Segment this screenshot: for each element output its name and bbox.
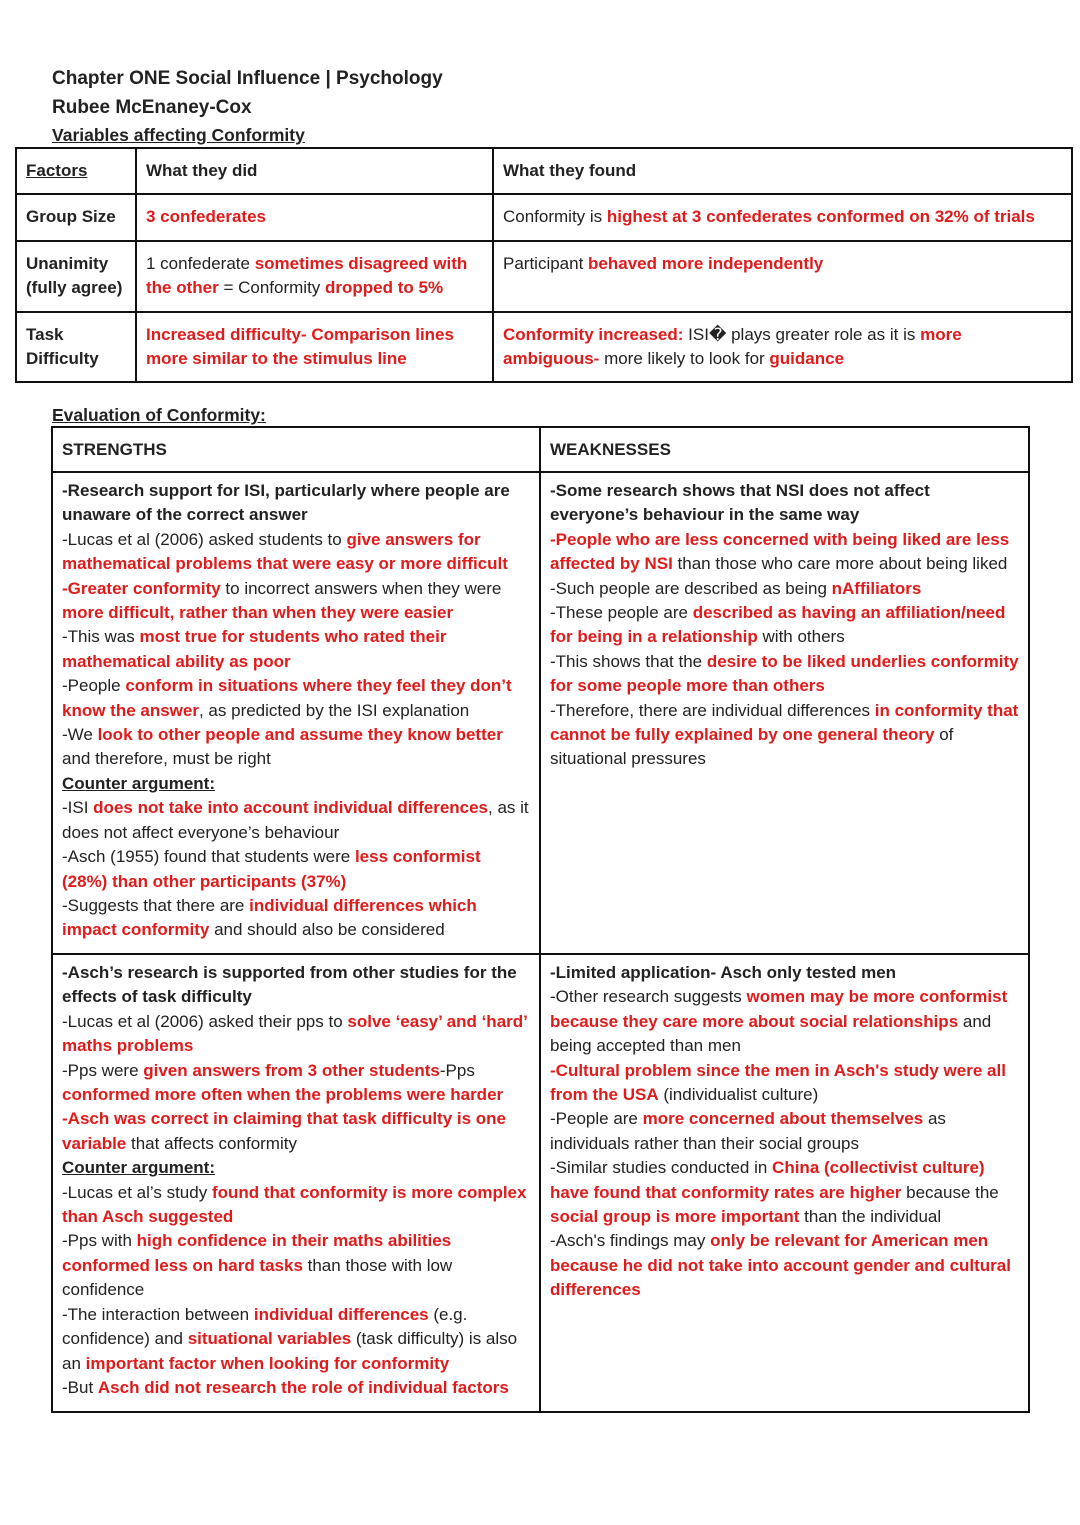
paragraph-line bbox=[62, 772, 530, 796]
text-run: more difficult, rather than when they were easier bbox=[62, 603, 454, 623]
text-run: individual differences bbox=[253, 1304, 429, 1324]
text-run: 1 confederate bbox=[146, 253, 255, 273]
paragraph-line bbox=[62, 1303, 530, 1376]
text-run: Counter argument: bbox=[62, 1158, 215, 1178]
paragraph-line bbox=[62, 479, 530, 528]
text-run: -These people are bbox=[550, 603, 693, 623]
header-weaknesses: WEAKNESSES bbox=[540, 427, 1029, 472]
text-run: less conformist (28%) than other participants (37%) bbox=[62, 847, 481, 891]
paragraph-line bbox=[550, 577, 1019, 601]
text-run: -People who are less concerned with being liked are less affected by NSI bbox=[550, 529, 1010, 574]
text-run: described as having an affiliation/need for being in a relationship bbox=[550, 603, 1006, 647]
text-run: Conformity is bbox=[503, 207, 607, 227]
variables-table bbox=[15, 147, 1073, 383]
paragraph-line bbox=[550, 1229, 1019, 1302]
paragraph-line bbox=[550, 961, 1019, 985]
text-run: Increased difficulty- Comparison lines more similar to the stimulus line bbox=[146, 324, 454, 369]
paragraph-line bbox=[62, 1010, 530, 1059]
text-run: -But bbox=[62, 1377, 98, 1397]
text-run: -People bbox=[62, 676, 126, 696]
text-run: -ISI bbox=[62, 798, 94, 818]
text-run: = Conformity bbox=[218, 278, 326, 298]
text-run: more concerned about themselves bbox=[642, 1109, 924, 1129]
paragraph-line bbox=[62, 1107, 530, 1156]
text-run: women may be more conformist because they care more about social relationships bbox=[550, 987, 1008, 1031]
paragraph-line bbox=[62, 674, 530, 723]
page-title: Chapter ONE Social Influence | Psychology bbox=[52, 68, 443, 89]
text-run: -Asch (1955) found that students were bbox=[62, 847, 355, 867]
text-run: with others bbox=[757, 627, 845, 647]
text-run: ISI� plays greater role as it is bbox=[688, 324, 921, 344]
did-cell bbox=[136, 312, 493, 383]
paragraph-line bbox=[550, 699, 1019, 772]
paragraph-line bbox=[62, 577, 530, 626]
evaluation-row bbox=[52, 954, 1029, 1412]
paragraph-line bbox=[550, 650, 1019, 699]
text-run: -Lucas et al’s study bbox=[62, 1182, 212, 1202]
text-run: of situational pressures bbox=[550, 725, 954, 769]
paragraph-line bbox=[550, 985, 1019, 1058]
text-run: than those with low confidence bbox=[62, 1255, 453, 1300]
text-run: highest at 3 confederates conformed on 32% of trials bbox=[606, 207, 1035, 227]
strength-cell-task-difficulty bbox=[52, 954, 540, 1412]
text-run: -Other research suggests bbox=[550, 987, 747, 1007]
text-run: -Asch’s research is supported from other studies for the effects of task difficulty bbox=[62, 963, 517, 1007]
text-run: -Asch was correct in claiming that task difficulty is one variable bbox=[62, 1109, 507, 1153]
evaluation-table bbox=[51, 426, 1030, 1413]
text-run: -We bbox=[62, 725, 98, 745]
text-run: , as it does not affect everyone’s behaviour bbox=[62, 798, 529, 842]
text-run: 3 confederates bbox=[146, 207, 266, 227]
section-heading-evaluation: Evaluation of Conformity: bbox=[52, 405, 266, 425]
text-run: Asch did not research the role of individual factors bbox=[97, 1377, 509, 1397]
text-run: (task difficulty) is also an bbox=[62, 1329, 518, 1373]
paragraph-line bbox=[550, 479, 1019, 528]
found-cell bbox=[493, 241, 1072, 312]
paragraph-line bbox=[62, 845, 530, 894]
text-run: than the individual bbox=[799, 1207, 942, 1227]
text-run: -Cultural problem since the men in Asch's study were all from the USA bbox=[550, 1060, 1006, 1105]
text-run: Participant bbox=[503, 253, 589, 273]
text-run: conform in situations where they feel they don’t know the answer bbox=[62, 676, 512, 720]
text-run: only be relevant for American men because he did not take into account gender and cultural differences bbox=[550, 1231, 1011, 1300]
text-run: -Greater conformity bbox=[62, 578, 221, 598]
text-run: -The interaction between bbox=[62, 1304, 254, 1324]
text-run: sometimes disagreed with the other bbox=[146, 253, 468, 298]
text-run: high confidence in their maths abilities conformed less on hard tasks bbox=[62, 1231, 452, 1275]
text-run: does not take into account individual differences bbox=[93, 798, 489, 818]
paragraph-line bbox=[62, 1059, 530, 1108]
paragraph-line bbox=[62, 1376, 530, 1400]
paragraph-line bbox=[62, 796, 530, 845]
text-run: -Lucas et al (2006) asked students to bbox=[62, 529, 347, 549]
text-run: as individuals rather than their social groups bbox=[550, 1109, 946, 1153]
text-run: solve ‘easy’ and ‘hard’ maths problems bbox=[62, 1011, 527, 1056]
header-what-they-found: What they found bbox=[493, 148, 1072, 194]
author-name: Rubee McEnaney-Cox bbox=[52, 97, 252, 118]
text-run: found that conformity is more complex than Asch suggested bbox=[62, 1182, 527, 1227]
table-row bbox=[16, 241, 1072, 312]
text-run: more ambiguous- bbox=[503, 324, 962, 369]
header-strengths: STRENGTHS bbox=[52, 427, 540, 472]
text-run: dropped to 5% bbox=[325, 278, 444, 298]
paragraph-line bbox=[550, 1107, 1019, 1156]
paragraph-line bbox=[550, 1156, 1019, 1229]
text-run: that affects conformity bbox=[126, 1133, 297, 1153]
factor-cell: Group Size bbox=[16, 194, 136, 240]
paragraph-line bbox=[62, 894, 530, 943]
text-run: -People are bbox=[550, 1109, 643, 1129]
paragraph-line bbox=[62, 1229, 530, 1302]
table-header-row bbox=[16, 148, 1072, 194]
text-run: -Suggests that there are bbox=[62, 895, 250, 915]
paragraph-line bbox=[62, 528, 530, 577]
text-run: than those who care more about being liked bbox=[672, 554, 1008, 574]
found-cell bbox=[493, 312, 1072, 383]
text-run: nAffiliators bbox=[831, 578, 922, 598]
text-run: -Some research shows that NSI does not affect everyone’s behaviour in the same way bbox=[550, 481, 930, 525]
text-run: given answers from 3 other students bbox=[143, 1060, 440, 1080]
paragraph-line bbox=[62, 625, 530, 674]
evaluation-row bbox=[52, 472, 1029, 954]
text-run: -Asch's findings may bbox=[550, 1231, 711, 1251]
text-run: Counter argument: bbox=[62, 773, 215, 793]
table-header-row bbox=[52, 427, 1029, 472]
text-run: -Lucas et al (2006) asked their pps to bbox=[62, 1011, 348, 1031]
header-factors: Factors bbox=[16, 148, 136, 194]
text-run: -Therefore, there are individual differences bbox=[550, 700, 875, 720]
table-row bbox=[16, 312, 1072, 383]
text-run: most true for students who rated their mathematical ability as poor bbox=[62, 627, 447, 671]
paragraph-line bbox=[550, 601, 1019, 650]
text-run: situational variables bbox=[187, 1329, 352, 1349]
text-run: give answers for mathematical problems that were easy or more difficult bbox=[62, 529, 508, 574]
text-run: more likely to look for bbox=[599, 349, 770, 369]
text-run: -This was bbox=[62, 627, 140, 647]
text-run: -Limited application- Asch only tested men bbox=[550, 963, 897, 982]
weakness-cell-nsi bbox=[540, 472, 1029, 954]
text-run: guidance bbox=[769, 349, 845, 369]
text-run: -Pps bbox=[439, 1060, 475, 1080]
strength-cell-isi bbox=[52, 472, 540, 954]
text-run: to incorrect answers when they were bbox=[220, 578, 502, 598]
text-run: China (collectivist culture) have found that conformity rates are higher bbox=[550, 1158, 985, 1202]
text-run: and should also be considered bbox=[209, 920, 445, 940]
table-row bbox=[16, 194, 1072, 240]
text-run: -Pps with bbox=[62, 1231, 137, 1251]
did-cell bbox=[136, 241, 493, 312]
text-run: -This shows that the bbox=[550, 651, 707, 671]
weakness-cell-limited-application bbox=[540, 954, 1029, 1412]
text-run: look to other people and assume they know better bbox=[97, 725, 503, 745]
text-run: -Similar studies conducted in bbox=[550, 1158, 773, 1178]
paragraph-line bbox=[62, 1181, 530, 1230]
text-run: -Research support for ISI, particularly where people are unaware of the correct answer bbox=[62, 481, 510, 525]
header-what-they-did: What they did bbox=[136, 148, 493, 194]
section-heading-variables: Variables affecting Conformity bbox=[52, 125, 305, 145]
text-run: (e.g. confidence) and bbox=[62, 1304, 468, 1349]
text-run: because the bbox=[901, 1182, 999, 1202]
text-run: desire to be liked underlies conformity for some people more than others bbox=[550, 651, 1019, 696]
text-run: Conformity increased: bbox=[503, 324, 689, 344]
factor-cell: Task Difficulty bbox=[16, 312, 136, 383]
text-run: in conformity that cannot be fully explained by one general theory bbox=[550, 700, 1019, 745]
paragraph-line bbox=[62, 1156, 530, 1180]
text-run: individual differences which impact conformity bbox=[62, 895, 477, 940]
paragraph-line bbox=[62, 961, 530, 1010]
paragraph-line bbox=[550, 1059, 1019, 1108]
text-run: , as predicted by the ISI explanation bbox=[198, 700, 470, 720]
text-run: (individualist culture) bbox=[658, 1085, 819, 1105]
found-cell bbox=[493, 194, 1072, 240]
paragraph-line bbox=[550, 528, 1019, 577]
did-cell bbox=[136, 194, 493, 240]
text-run: -Such people are described as being bbox=[550, 578, 832, 598]
text-run: social group is more important bbox=[550, 1207, 800, 1227]
text-run: important factor when looking for conformity bbox=[85, 1353, 450, 1373]
factor-cell: Unanimity (fully agree) bbox=[16, 241, 136, 312]
paragraph-line bbox=[62, 723, 530, 772]
text-run: and being accepted than men bbox=[550, 1011, 992, 1056]
text-run: conformed more often when the problems were harder bbox=[62, 1085, 504, 1105]
text-run: behaved more independently bbox=[588, 253, 824, 273]
text-run: -Pps were bbox=[62, 1060, 144, 1080]
text-run: and therefore, must be right bbox=[62, 749, 271, 769]
